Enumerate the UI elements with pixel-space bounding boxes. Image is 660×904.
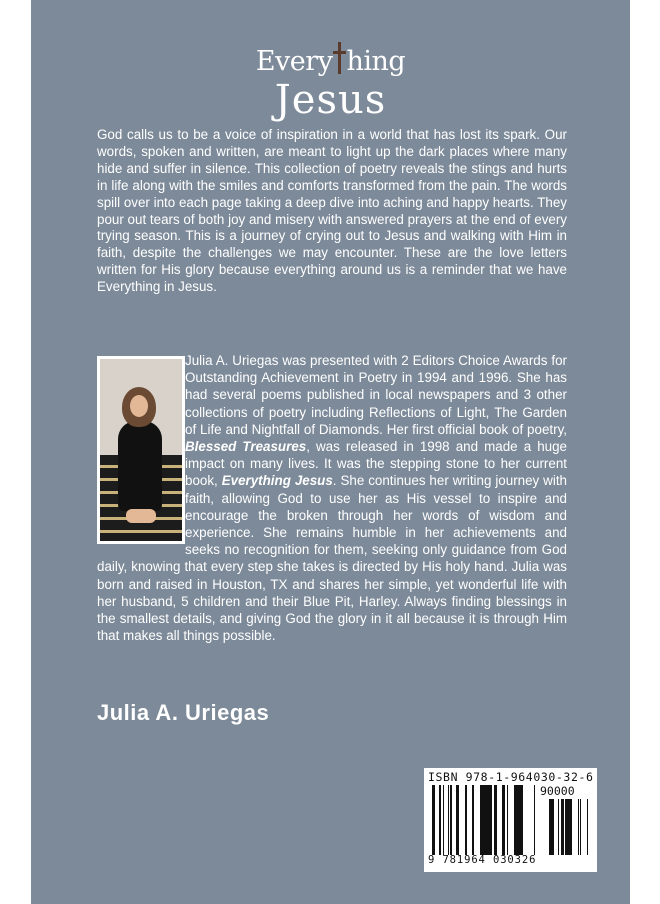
barcode-bars: [432, 785, 536, 855]
author-name: Julia A. Uriegas: [97, 700, 270, 725]
ean-digits: 9 781964 030326: [428, 854, 537, 866]
logo-text-every: Every: [255, 46, 333, 77]
bio-book-title-2: Everything Jesus: [221, 473, 333, 489]
logo-text-hing: hing: [346, 46, 406, 77]
cross-icon: [333, 44, 345, 74]
logo-title-line1: [31, 44, 630, 79]
book-blurb: God calls us to be a voice of inspiration in a world that has lost its spark. Our words, spoken and written, are meant to light up the dark places where many hide and suffer in silence. This collection of poetry reveals the stings and hurts in life along with the smiles and comforts transformed from the pain. The words spill over into each page taking a deep dive into aching and happy hearts. They pour out tears of both joy and misery with answered prayers at the end of every trying season. This is a journey of crying out to Jesus and walking with Him in faith, despite the challenges we may encounter. These are the love letters written for His glory because everything around us is a reminder that we have Everything in Jesus.: [97, 127, 567, 295]
book-back-cover: [31, 0, 630, 904]
bio-text-1: Julia A. Uriegas was presented with 2 Editors Choice Awards for Outstanding Achievement in Poetry in 1994 and 1996. She has had several poems published in local newspapers and 3 other collections of poetry including Reflections of Light, The Garden of Life and Nightfall of Diamonds. Her first official book of poetry,: [185, 353, 567, 437]
author-bio: [97, 352, 567, 644]
isbn-barcode: [424, 768, 597, 872]
bio-text-2: , was released in 1998 and made a huge impact on many lives. It was the stepping stone to her current book,: [185, 439, 567, 489]
bio-text-3: . She continues her writing journey with faith, allowing God to use her as His vessel to inspire and encourage the broken through her words of wisdom and experience. She remains humble in her achievements and seeks no recognition for them, seeking only guidance from God daily, knowing that every step she takes is directed by His holy hand. Julia was born and raised in Houston, TX and shares her simple, yet wonderful life with her husband, 5 children and their Blue Pit, Harley. Always finding blessings in the smallest details, and giving God the glory in it all because it is through Him that makes all things possible.: [97, 473, 567, 644]
bio-book-title-1: Blessed Treasures: [185, 439, 307, 455]
logo-title-line2: Jesus: [274, 77, 387, 123]
isbn-label: ISBN 978-1-964030-32-6: [428, 770, 594, 784]
barcode-addon-bars: [542, 799, 590, 855]
price-code: 90000: [540, 784, 575, 798]
